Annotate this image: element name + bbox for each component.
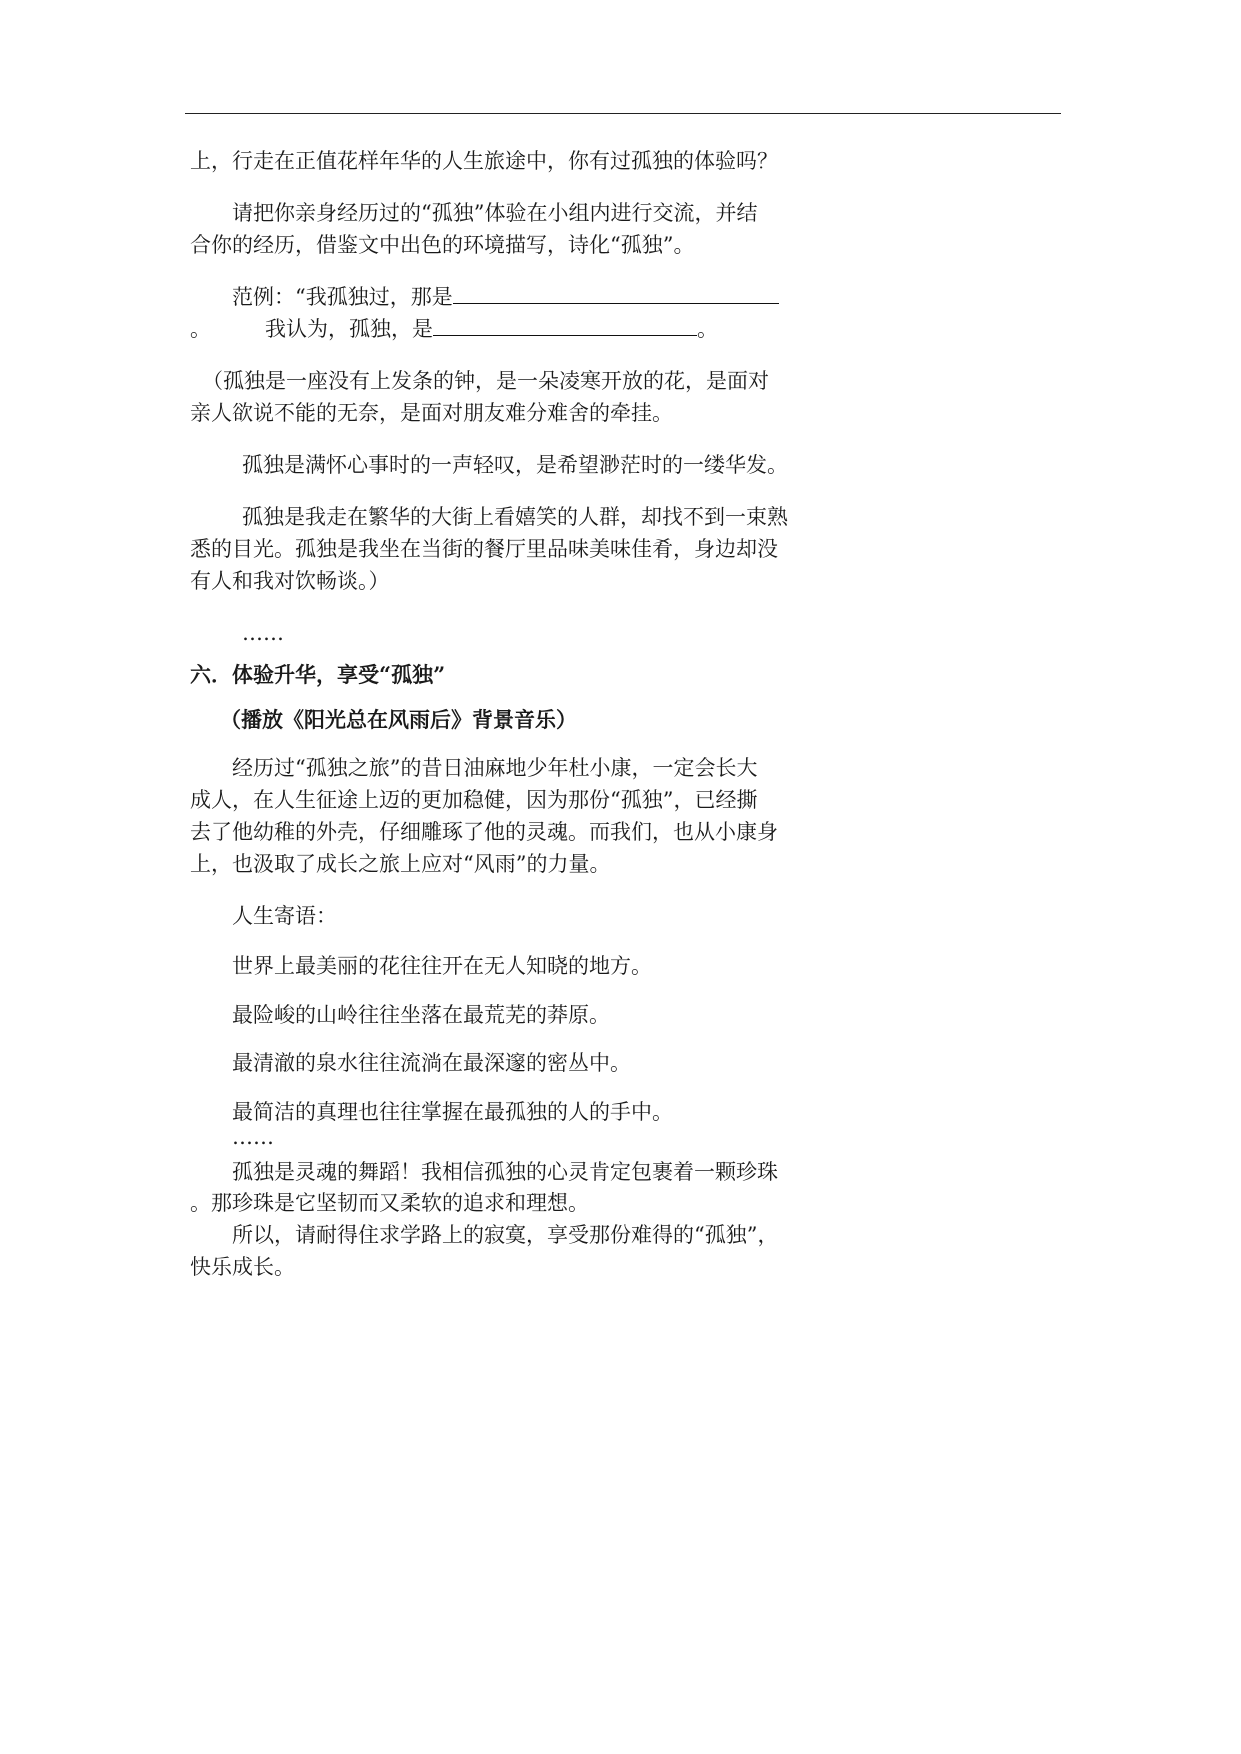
- closing-1-line-2: 。那珍珠是它坚韧而又柔软的追求和理想。: [190, 1191, 589, 1215]
- music-note: （播放《阳光总在风雨后》背景音乐）: [220, 707, 577, 732]
- sample-1-line-2: 亲人欲说不能的无奈，是面对朋友难分难舍的牵挂。: [190, 401, 673, 425]
- example-prefix: 范例：“我孤独过，那是: [232, 285, 453, 309]
- fill-blank-2[interactable]: [433, 313, 697, 336]
- ellipsis-1: ……: [242, 621, 284, 645]
- section-title: 六．体验升华，享受“孤独”: [190, 662, 446, 687]
- example-line-1: [190, 281, 810, 313]
- closing-1-line-1: 孤独是灵魂的舞蹈！我相信孤独的心灵肯定包裹着一颗珍珠: [232, 1160, 778, 1184]
- motto-label: 人生寄语：: [232, 904, 337, 928]
- sample-2: 孤独是满怀心事时的一声轻叹，是希望渺茫时的一缕华发。: [242, 453, 788, 477]
- fill-blank-1[interactable]: [453, 281, 779, 304]
- paragraph-line-4: 上，也汲取了成长之旅上应对“风雨”的力量。: [190, 852, 611, 876]
- example-line-2: [190, 313, 810, 345]
- closing-2-line-2: 快乐成长。: [190, 1255, 295, 1279]
- motto-1: 世界上最美丽的花往往开在无人知晓的地方。: [232, 954, 652, 978]
- paragraph-line-3: 去了他幼稚的外壳，仔细雕琢了他的灵魂。而我们，也从小康身: [190, 820, 778, 844]
- sample-1-line-1: （孤独是一座没有上发条的钟，是一朵凌寒开放的花，是面对: [202, 369, 769, 393]
- intro-line: 上，行走在正值花样年华的人生旅途中，你有过孤独的体验吗？: [190, 149, 778, 173]
- ellipsis-2: ……: [232, 1125, 274, 1149]
- task-line-2: 合你的经历，借鉴文中出色的环境描写，诗化“孤独”。: [190, 233, 695, 257]
- motto-2: 最险峻的山岭往往坐落在最荒芜的莽原。: [232, 1003, 610, 1027]
- header-rule: [185, 113, 1061, 114]
- example-end: 。: [697, 317, 718, 341]
- task-line-1: 请把你亲身经历过的“孤独”体验在小组内进行交流，并结: [232, 201, 758, 225]
- motto-4: 最简洁的真理也往往掌握在最孤独的人的手中。: [232, 1100, 673, 1124]
- sample-3-line-2: 悉的目光。孤独是我坐在当街的餐厅里品味美味佳肴，身边却没: [190, 537, 778, 561]
- example-think: 我认为，孤独，是: [265, 317, 433, 341]
- sample-3-line-3: 有人和我对饮畅谈。）: [190, 569, 390, 593]
- motto-3: 最清澈的泉水往往流淌在最深邃的密丛中。: [232, 1051, 631, 1075]
- closing-2-line-1: 所以，请耐得住求学路上的寂寞，享受那份难得的“孤独”，: [232, 1223, 779, 1247]
- paragraph-line-1: 经历过“孤独之旅”的昔日油麻地少年杜小康，一定会长大: [232, 756, 758, 780]
- paragraph-line-2: 成人，在人生征途上迈的更加稳健，因为那份“孤独”，已经撕: [190, 788, 758, 812]
- example-period: 。: [190, 317, 211, 341]
- sample-3-line-1: 孤独是我走在繁华的大街上看嬉笑的人群，却找不到一束熟: [242, 505, 788, 529]
